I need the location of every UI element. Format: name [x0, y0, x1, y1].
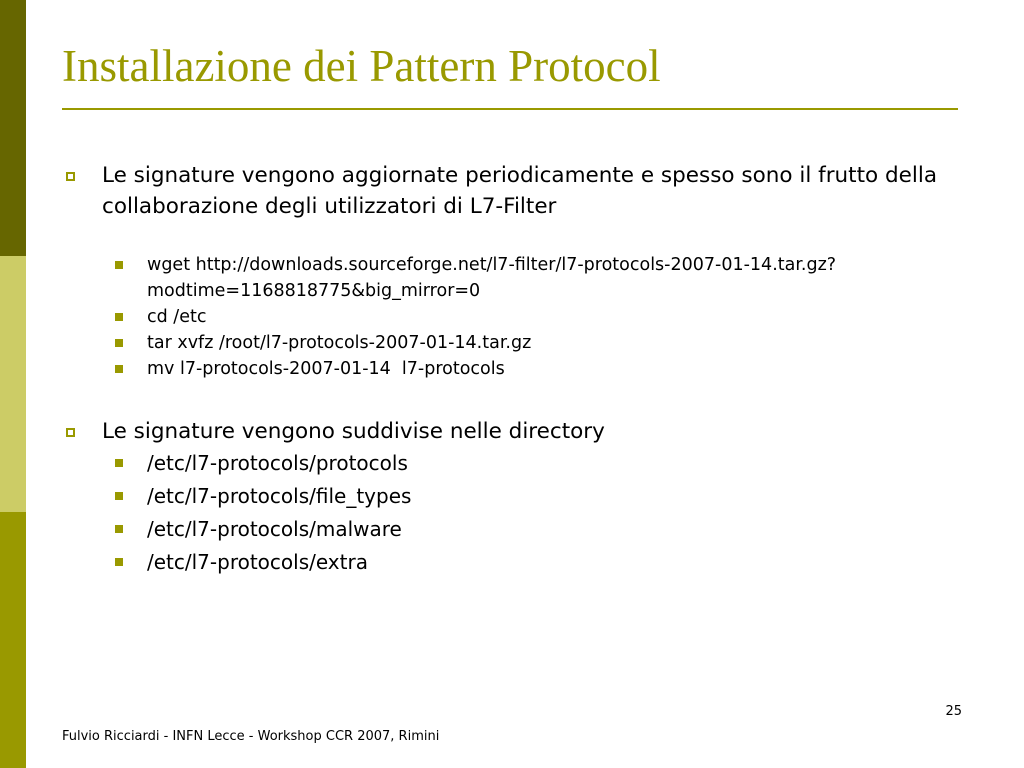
slide-body: [60, 160, 960, 579]
footer-text: Fulvio Ricciardi - INFN Lecce - Workshop CCR 2007, Rimini: [62, 729, 440, 744]
bullet-item-level2: [60, 480, 960, 513]
bullet-item-level2: [60, 252, 960, 304]
bullet-item-level2: [60, 356, 960, 382]
bullet-item-level1: [60, 160, 960, 222]
title-underline: [62, 108, 958, 110]
filled-square-bullet-icon: [115, 459, 123, 467]
directory-text: /etc/l7-protocols/protocols: [147, 451, 408, 475]
side-bar-bottom-segment: [0, 512, 26, 768]
filled-square-bullet-icon: [115, 261, 123, 269]
side-bar-top-segment: [0, 0, 26, 256]
command-text: mv l7-protocols-2007-01-14 l7-protocols: [147, 359, 505, 379]
bullet-item-level2: [60, 513, 960, 546]
bullet-text: Le signature vengono suddivise nelle directory: [102, 419, 605, 444]
bullet-item-level2: [60, 330, 960, 356]
slide-title: Installazione dei Pattern Protocol: [62, 41, 661, 91]
filled-square-bullet-icon: [115, 313, 123, 321]
filled-square-bullet-icon: [115, 525, 123, 533]
hollow-square-bullet-icon: [66, 428, 75, 437]
filled-square-bullet-icon: [115, 492, 123, 500]
command-text: cd /etc: [147, 307, 207, 327]
bullet-item-level2: [60, 447, 960, 480]
bullet-item-level2: [60, 304, 960, 330]
page-number: 25: [945, 704, 962, 719]
directory-text: /etc/l7-protocols/malware: [147, 517, 402, 541]
command-text: tar xvfz /root/l7-protocols-2007-01-14.tar.gz: [147, 333, 532, 353]
side-decoration-bar: [0, 0, 26, 768]
filled-square-bullet-icon: [115, 365, 123, 373]
bullet-item-level1: [60, 416, 960, 447]
side-bar-middle-segment: [0, 256, 26, 512]
directory-text: /etc/l7-protocols/file_types: [147, 484, 412, 508]
bullet-text: Le signature vengono aggiornate periodicamente e spesso sono il frutto della collaborazione degli utilizzatori di L7-Filter: [102, 163, 938, 219]
filled-square-bullet-icon: [115, 558, 123, 566]
filled-square-bullet-icon: [115, 339, 123, 347]
directory-text: /etc/l7-protocols/extra: [147, 550, 368, 574]
command-text: wget http://downloads.sourceforge.net/l7-filter/l7-protocols-2007-01-14.tar.gz?modtime=1168818775&big_mirror=0: [147, 255, 837, 301]
hollow-square-bullet-icon: [66, 172, 75, 181]
bullet-item-level2: [60, 546, 960, 579]
